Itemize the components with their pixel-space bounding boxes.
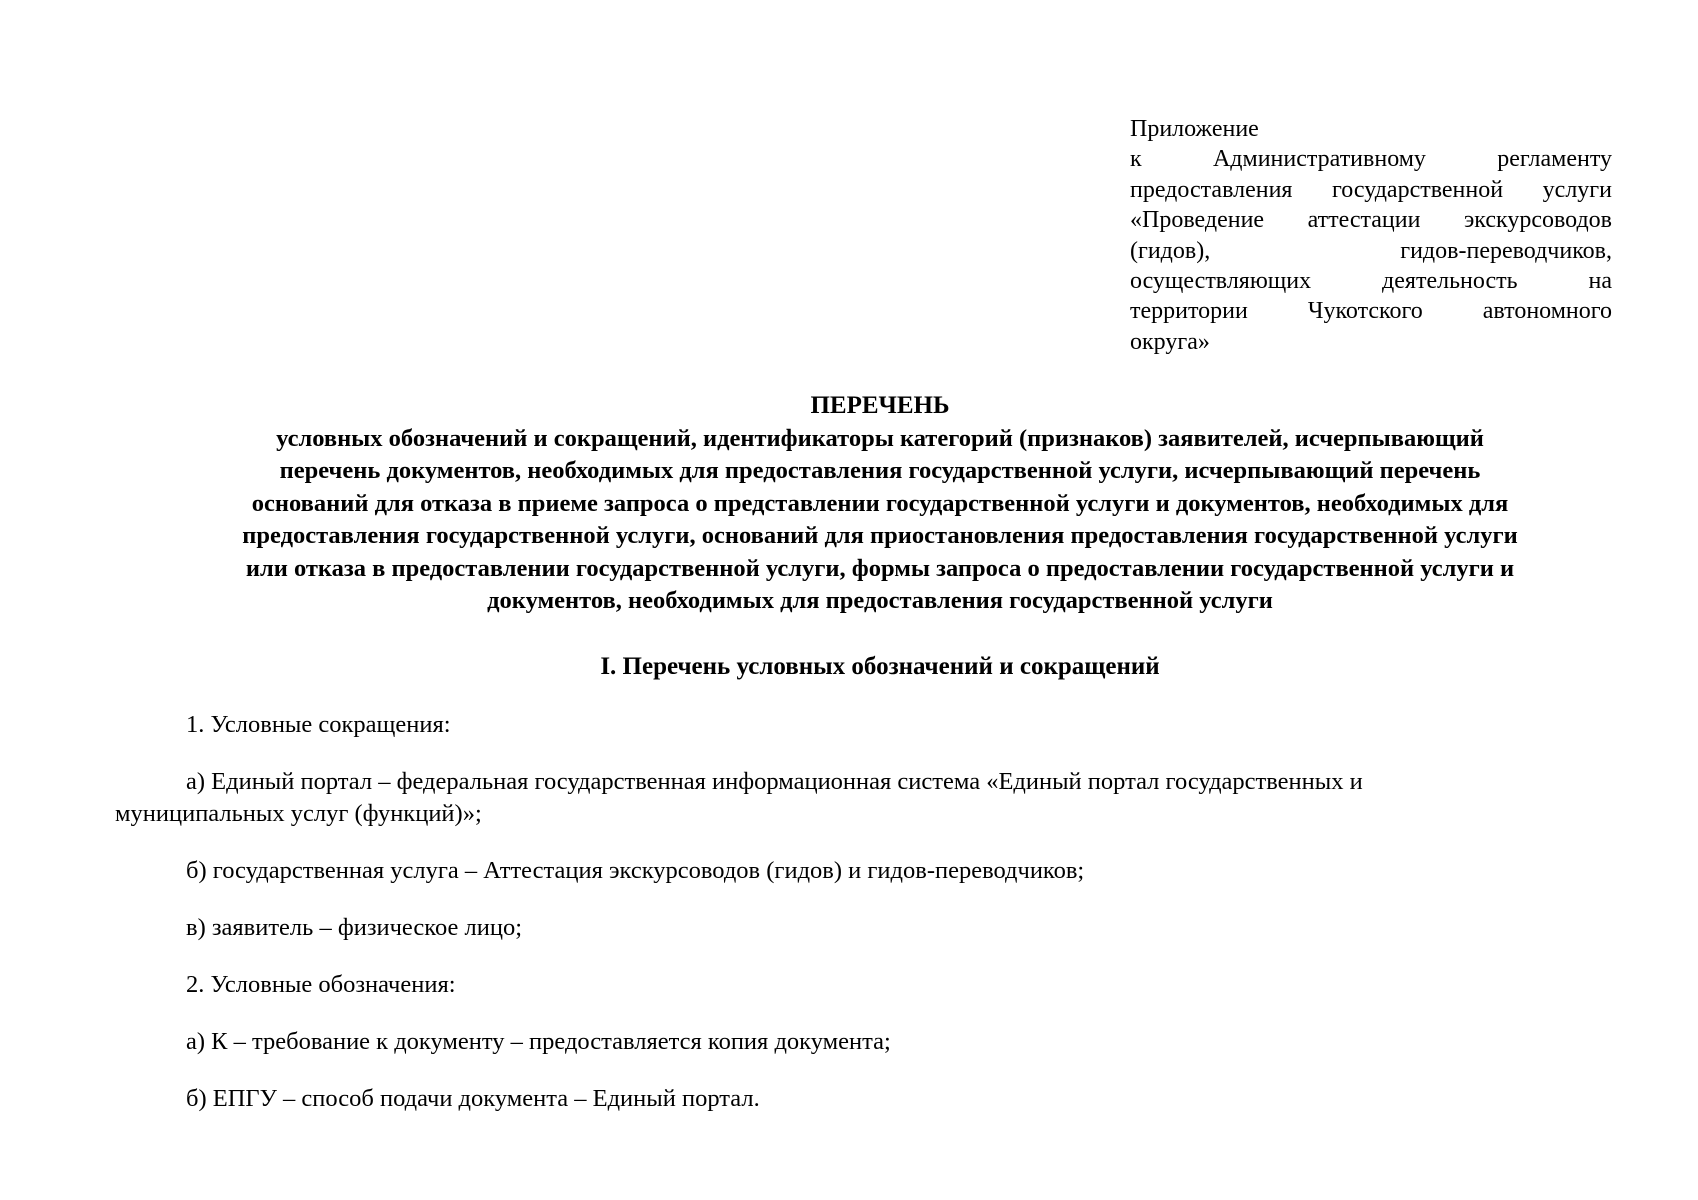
appendix-line: «Проведение аттестации экскурсоводов [1130,207,1612,234]
appendix-line: (гидов), гидов-переводчиков, [1130,237,1612,264]
paragraph-copy-symbol [115,1026,1595,1058]
heading-line: документов, необходимых для предоставления государственной услуги [487,587,1273,614]
paragraph-state-service [115,855,1595,887]
paragraph-line: а) К – требование к документу – предоставляется копия документа; [186,1028,891,1055]
paragraph-line: а) Единый портал – федеральная государственная информационная система «Единый портал государственных и [186,768,1363,795]
appendix-line: к Административному регламенту [1130,146,1612,173]
paragraph-line: в) заявитель – физическое лицо; [186,914,523,941]
heading-line: предоставления государственной услуги, оснований для приостановления предоставления государственной услуги [242,522,1518,549]
paragraph-unified-portal [115,766,1595,830]
heading-title: ПЕРЕЧЕНЬ [810,392,950,419]
appendix-title: Приложение [1130,116,1259,142]
heading-line: или отказа в предоставлении государственной услуги, формы запроса о предоставлении государственной услуги и [245,554,1515,582]
paragraph-abbreviations-heading [115,709,1595,741]
appendix-line: осуществляющих деятельность на [1130,268,1612,295]
section-title: I. Перечень условных обозначений и сокращений [600,653,1160,680]
appendix-line: территории Чукотского автономного [1130,298,1612,325]
paragraph-symbols-heading [115,969,1595,1001]
paragraph-line: 1. Условные сокращения: [186,711,451,738]
appendix-block [1130,114,1612,357]
paragraph-line: 2. Условные обозначения: [186,971,456,998]
heading-line: условных обозначений и сокращений, идентификаторы категорий (признаков) заявителей, исчерпывающий [276,424,1484,452]
paragraph-line: муниципальных услуг (функций)»; [115,800,482,827]
paragraph-line: б) государственная услуга – Аттестация экскурсоводов (гидов) и гидов-переводчиков; [186,857,1085,884]
paragraph-applicant [115,912,1595,944]
appendix-text [1130,144,1612,357]
appendix-line: предоставления государственной услуги [1130,176,1612,203]
paragraph-epgu-symbol [115,1083,1595,1115]
paragraph-line: б) ЕПГУ – способ подачи документа – Единый портал. [186,1085,760,1112]
heading-line: перечень документов, необходимых для предоставления государственной услуги, исчерпывающий перечень [279,457,1481,484]
heading-line: оснований для отказа в приеме запроса о представлении государственной услуги и документов, необходимых для [251,489,1509,517]
appendix-line: округа» [1130,328,1210,355]
document-heading [100,390,1660,618]
